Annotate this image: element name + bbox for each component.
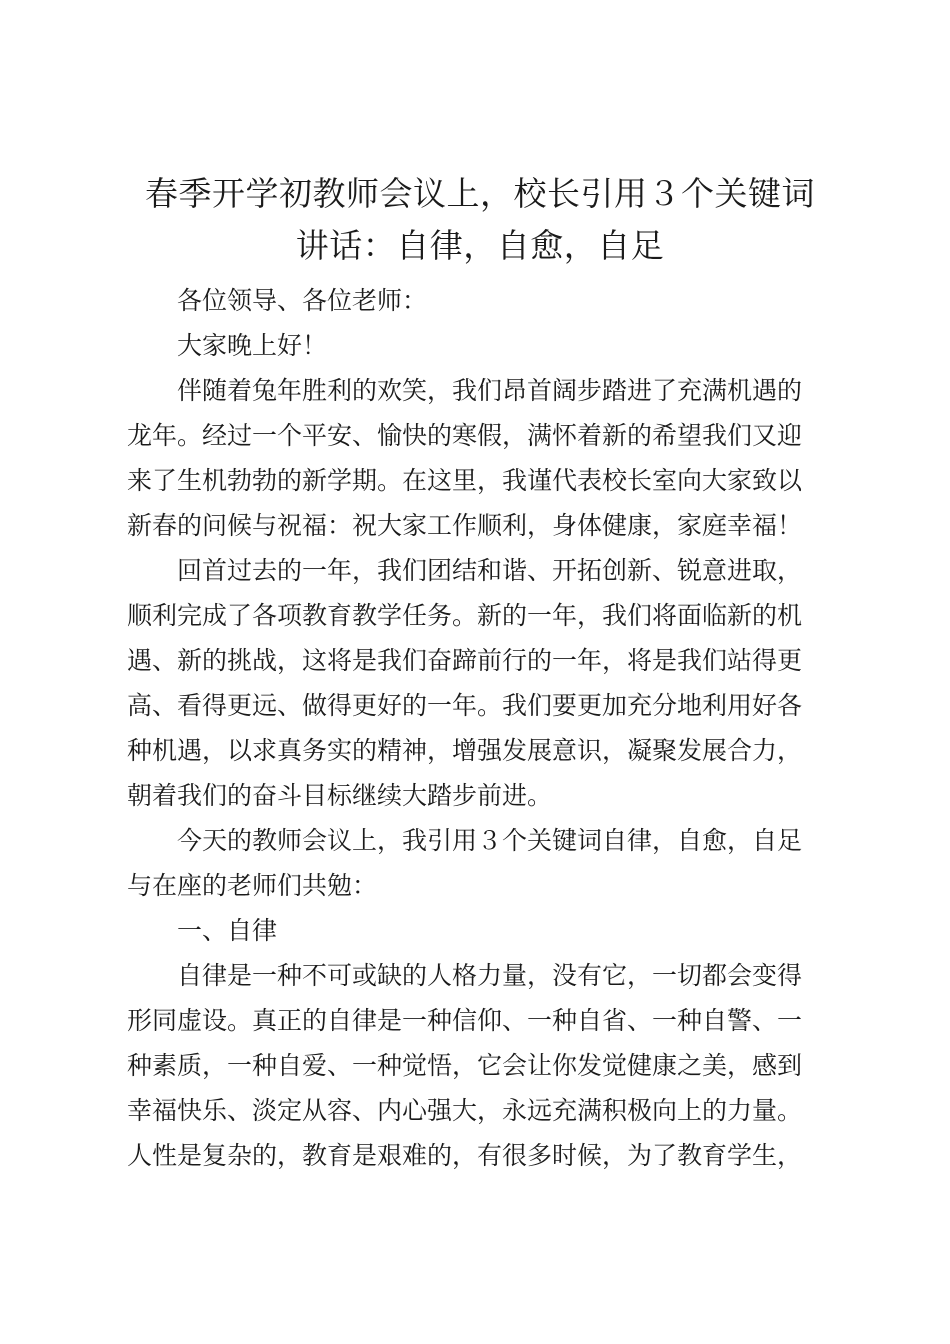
- section-heading: [127, 908, 833, 953]
- text-line: 一、自律: [177, 916, 278, 945]
- paragraph: [127, 953, 833, 1178]
- title-line: 春季开学初教师会议上，校长引用３个关键词: [145, 174, 815, 213]
- text-line: 高、看得更远、做得更好的一年。我们要更加充分地利用好各: [127, 691, 803, 720]
- greeting: [127, 323, 833, 368]
- text-line: 自律是一种不可或缺的人格力量，没有它，一切都会变得: [177, 961, 803, 990]
- text-line: 伴随着兔年胜利的欢笑，我们昂首阔步踏进了充满机遇的: [177, 376, 803, 405]
- text-line: 遇、新的挑战，这将是我们奋蹄前行的一年，将是我们站得更: [127, 646, 803, 675]
- paragraph: [127, 818, 833, 908]
- text-line: 形同虚设。真正的自律是一种信仰、一种自省、一种自警、一: [127, 1006, 803, 1035]
- text-line: 大家晚上好！: [177, 331, 328, 360]
- paragraph: [127, 368, 833, 548]
- text-line: 来了生机勃勃的新学期。在这里，我谨代表校长室向大家致以: [127, 466, 803, 495]
- salutation: [127, 278, 833, 323]
- text-line: 龙年。经过一个平安、愉快的寒假，满怀着新的希望我们又迎: [127, 421, 803, 450]
- text-line: 幸福快乐、淡定从容、内心强大，永远充满积极向上的力量。: [127, 1096, 803, 1125]
- document-body: [127, 278, 833, 1178]
- text-line: 朝着我们的奋斗目标继续大踏步前进。: [127, 781, 553, 810]
- text-line: 各位领导、各位老师：: [177, 286, 428, 315]
- text-line: 人性是复杂的，教育是艰难的，有很多时候，为了教育学生，: [127, 1141, 803, 1170]
- title-line: 讲话：自律，自愈，自足: [295, 226, 665, 265]
- text-line: 种素质，一种自爱、一种觉悟，它会让你发觉健康之美，感到: [127, 1051, 803, 1080]
- text-line: 回首过去的一年，我们团结和谐、开拓创新、锐意进取，: [177, 556, 803, 585]
- paragraph: [127, 548, 833, 818]
- document-page: [127, 168, 833, 1178]
- text-line: 种机遇，以求真务实的精神，增强发展意识，凝聚发展合力，: [127, 736, 803, 765]
- text-line: 与在座的老师们共勉：: [127, 871, 378, 900]
- text-line: 今天的教师会议上，我引用３个关键词自律，自愈，自足: [177, 826, 803, 855]
- document-title: [127, 168, 833, 272]
- text-line: 新春的问候与祝福：祝大家工作顺利，身体健康，家庭幸福！: [127, 511, 803, 540]
- text-line: 顺利完成了各项教育教学任务。新的一年，我们将面临新的机: [127, 601, 803, 630]
